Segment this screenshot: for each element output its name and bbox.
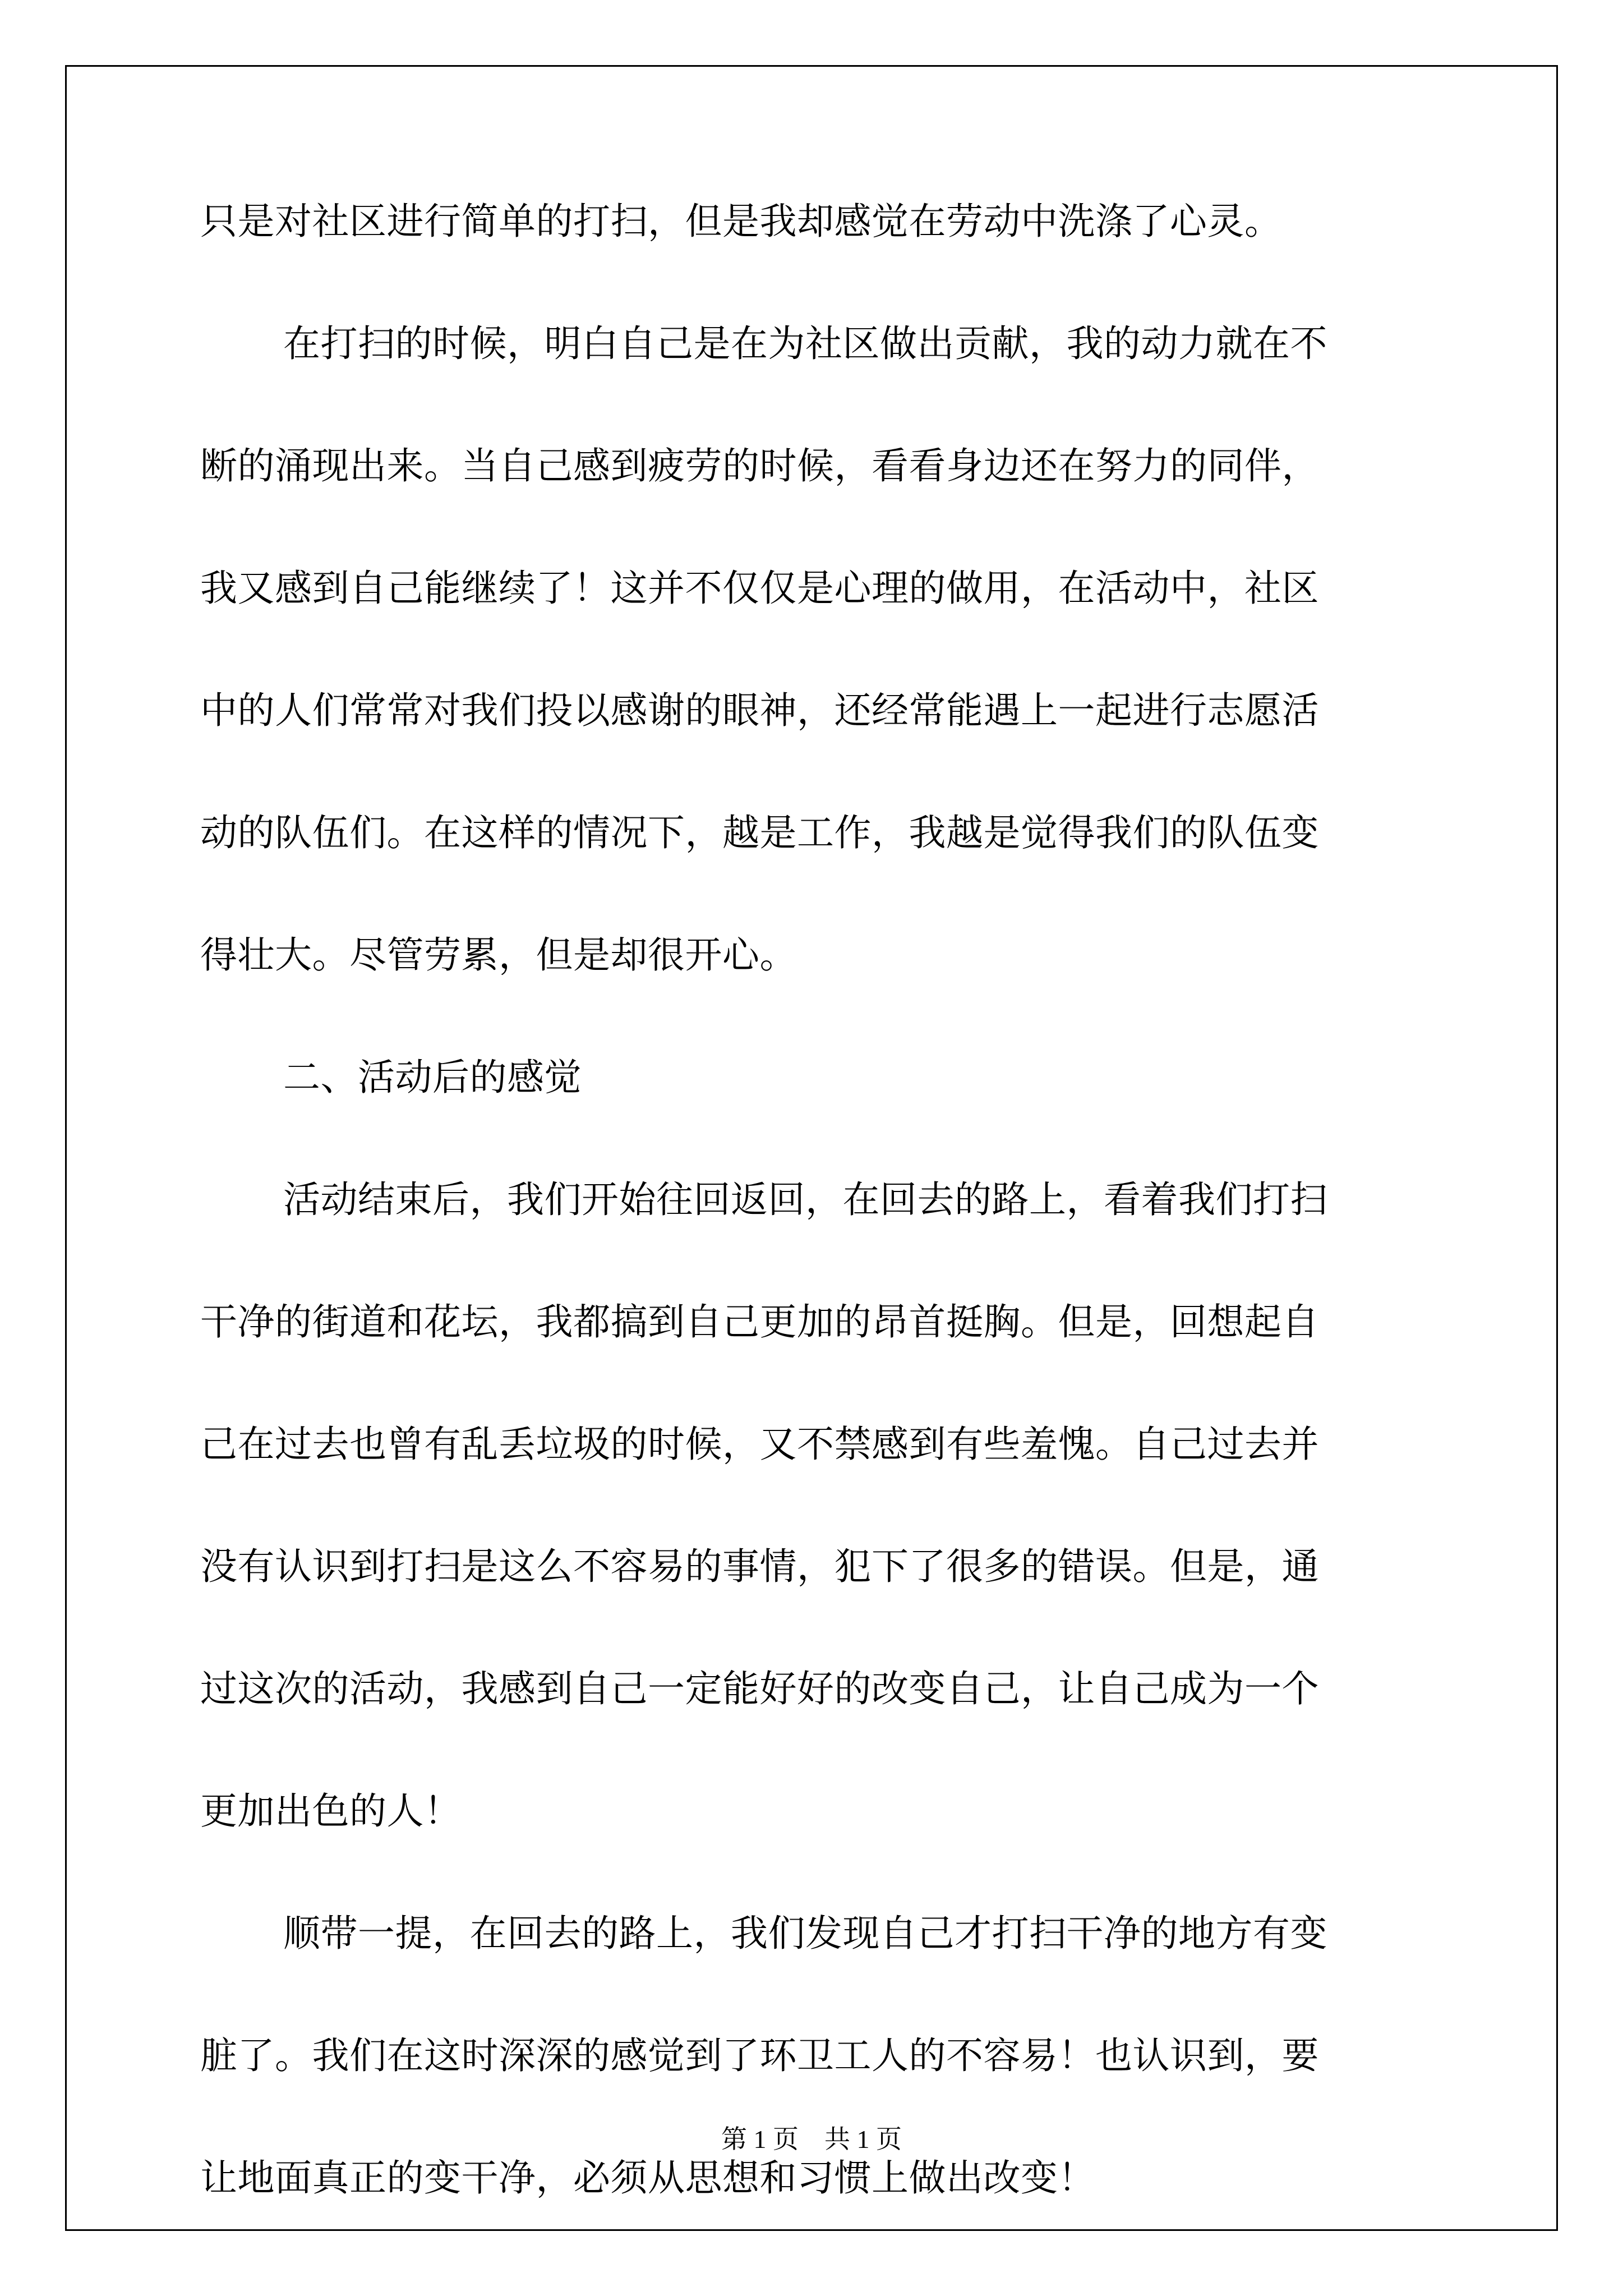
text-line: 己在过去也曾有乱丢垃圾的时候，又不禁感到有些羞愧。自己过去并 [200,1423,1319,1466]
text-line: 过这次的活动，我感到自己一定能好好的改变自己，让自己成为一个 [200,1667,1319,1710]
text-line: 只是对社区进行简单的打扫，但是我却感觉在劳动中洗涤了心灵。 [200,200,1282,243]
text-line: 我又感到自己能继续了！这并不仅仅是心理的做用，在活动中，社区 [200,567,1319,610]
page-footer: 第 1 页 共 1 页 [721,2125,902,2154]
text-line: 断的涌现出来。当自己感到疲劳的时候，看看身边还在努力的同伴， [200,444,1319,487]
text-line: 更加出色的人！ [200,1789,462,1833]
text-line: 顺带一提，在回去的路上，我们发现自己才打扫干净的地方有变 [283,1912,1327,1955]
text-line: 没有认识到打扫是这么不容易的事情，犯下了很多的错误。但是，通 [200,1545,1319,1588]
text-line: 中的人们常常对我们投以感谢的眼神，还经常能遇上一起进行志愿活 [200,689,1319,732]
text-line: 得壮大。尽管劳累，但是却很开心。 [200,933,797,977]
text-line: 动的队伍们。在这样的情况下，越是工作，我越是觉得我们的队伍变 [200,811,1319,854]
text-line: 活动结束后，我们开始往回返回，在回去的路上，看着我们打扫 [283,1178,1327,1221]
text-line: 干净的街道和花坛，我都搞到自己更加的昂首挺胸。但是，回想起自 [200,1300,1319,1343]
text-line: 在打扫的时候，明白自己是在为社区做出贡献，我的动力就在不 [283,322,1327,365]
text-line: 让地面真正的变干净，必须从思想和习惯上做出改变！ [200,2156,1095,2200]
text-line: 脏了。我们在这时深深的感觉到了环卫工人的不容易！也认识到，要 [200,2034,1319,2077]
document-body [200,200,1428,2282]
section-heading: 二、活动后的感觉 [283,1056,582,1099]
